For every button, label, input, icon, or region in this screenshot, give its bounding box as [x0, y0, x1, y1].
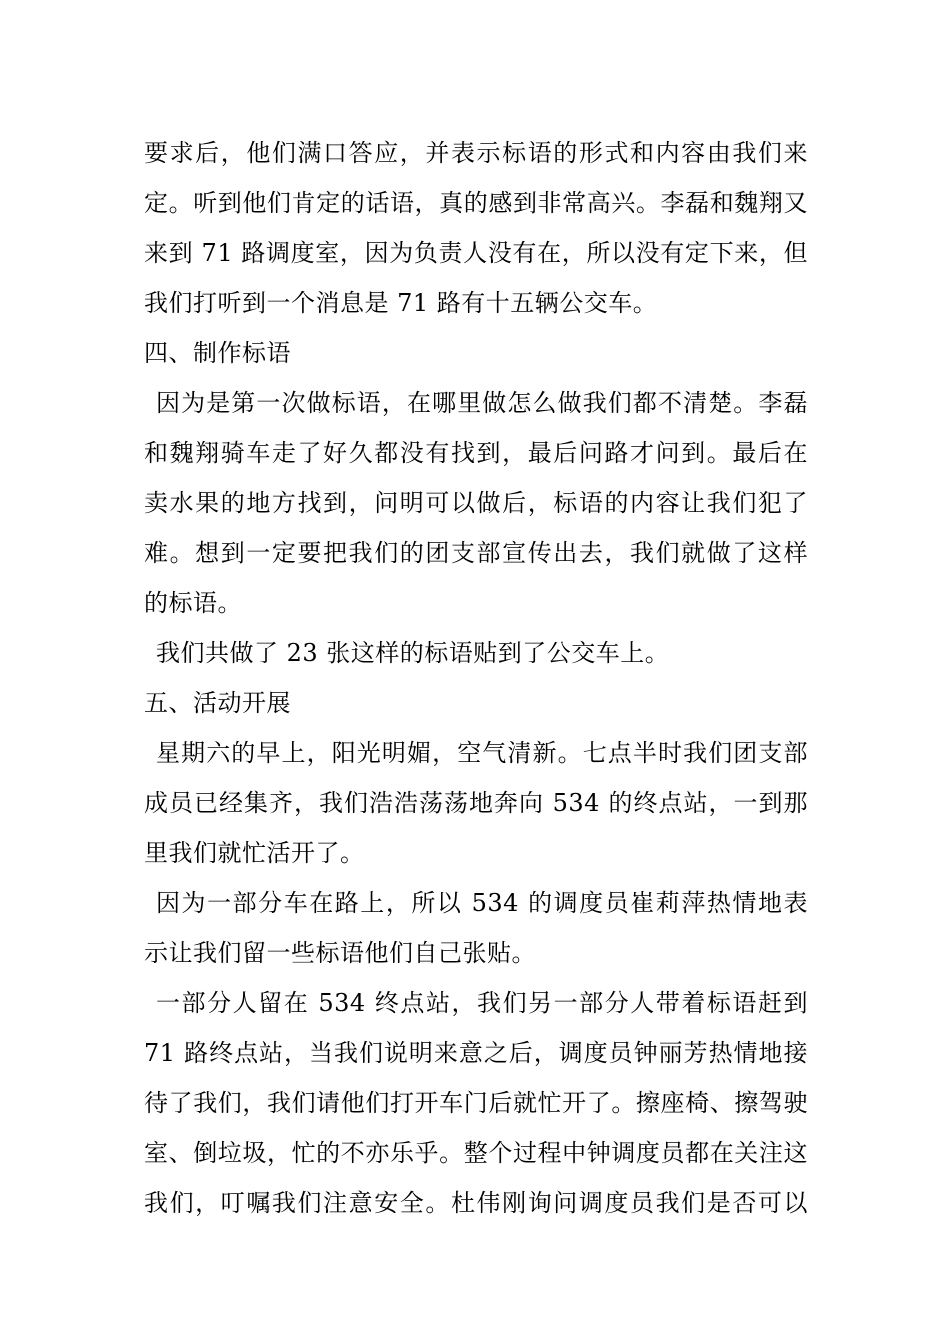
text-line: 里我们就忙活开了。 [144, 839, 365, 867]
text-line: 的标语。 [144, 589, 242, 617]
text-line: 我们，叮嘱我们注意安全。杜伟刚询问调度员我们是否可以 [144, 1189, 808, 1217]
text-line: 星期六的早上，阳光明媚，空气清新。七点半时我们团支部 [156, 739, 808, 767]
text-line: 待了我们，我们请他们打开车门后就忙开了。擦座椅、擦驾驶 [144, 1089, 808, 1117]
text-line: 我们共做了 23 张这样的标语贴到了公交车上。 [156, 639, 670, 667]
paragraph [144, 128, 808, 328]
paragraph [144, 378, 808, 628]
text-line: 难。想到一定要把我们的团支部宣传出去，我们就做了这样 [144, 539, 808, 567]
text-line: 定。听到他们肯定的话语，真的感到非常高兴。李磊和魏翔又 [144, 189, 808, 217]
paragraph [144, 878, 808, 978]
text-line: 我们打听到一个消息是 71 路有十五辆公交车。 [144, 289, 658, 317]
text-line: 和魏翔骑车走了好久都没有找到，最后问路才问到。最后在 [144, 439, 808, 467]
text-line: 卖水果的地方找到，问明可以做后，标语的内容让我们犯了 [144, 489, 808, 517]
paragraph [144, 978, 808, 1228]
text-line: 要求后，他们满口答应，并表示标语的形式和内容由我们来 [144, 139, 808, 167]
section-heading: 四、制作标语 [144, 339, 291, 367]
text-line: 一部分人留在 534 终点站，我们另一部分人带着标语赶到 [156, 989, 808, 1017]
section-heading: 五、活动开展 [144, 689, 291, 717]
text-line: 室、倒垃圾，忙的不亦乐乎。整个过程中钟调度员都在关注这 [144, 1139, 808, 1167]
text-line: 因为一部分车在路上，所以 534 的调度员崔莉萍热情地表 [156, 889, 808, 917]
text-line: 因为是第一次做标语，在哪里做怎么做我们都不清楚。李磊 [156, 389, 808, 417]
text-line: 成员已经集齐，我们浩浩荡荡地奔向 534 的终点站，一到那 [144, 789, 808, 817]
text-line: 示让我们留一些标语他们自己张贴。 [144, 939, 536, 967]
text-line: 71 路终点站，当我们说明来意之后，调度员钟丽芳热情地接 [144, 1039, 808, 1067]
document-body [144, 128, 808, 1228]
text-line: 来到 71 路调度室，因为负责人没有在，所以没有定下来，但 [144, 239, 808, 267]
paragraph [144, 728, 808, 878]
paragraph [144, 628, 808, 678]
